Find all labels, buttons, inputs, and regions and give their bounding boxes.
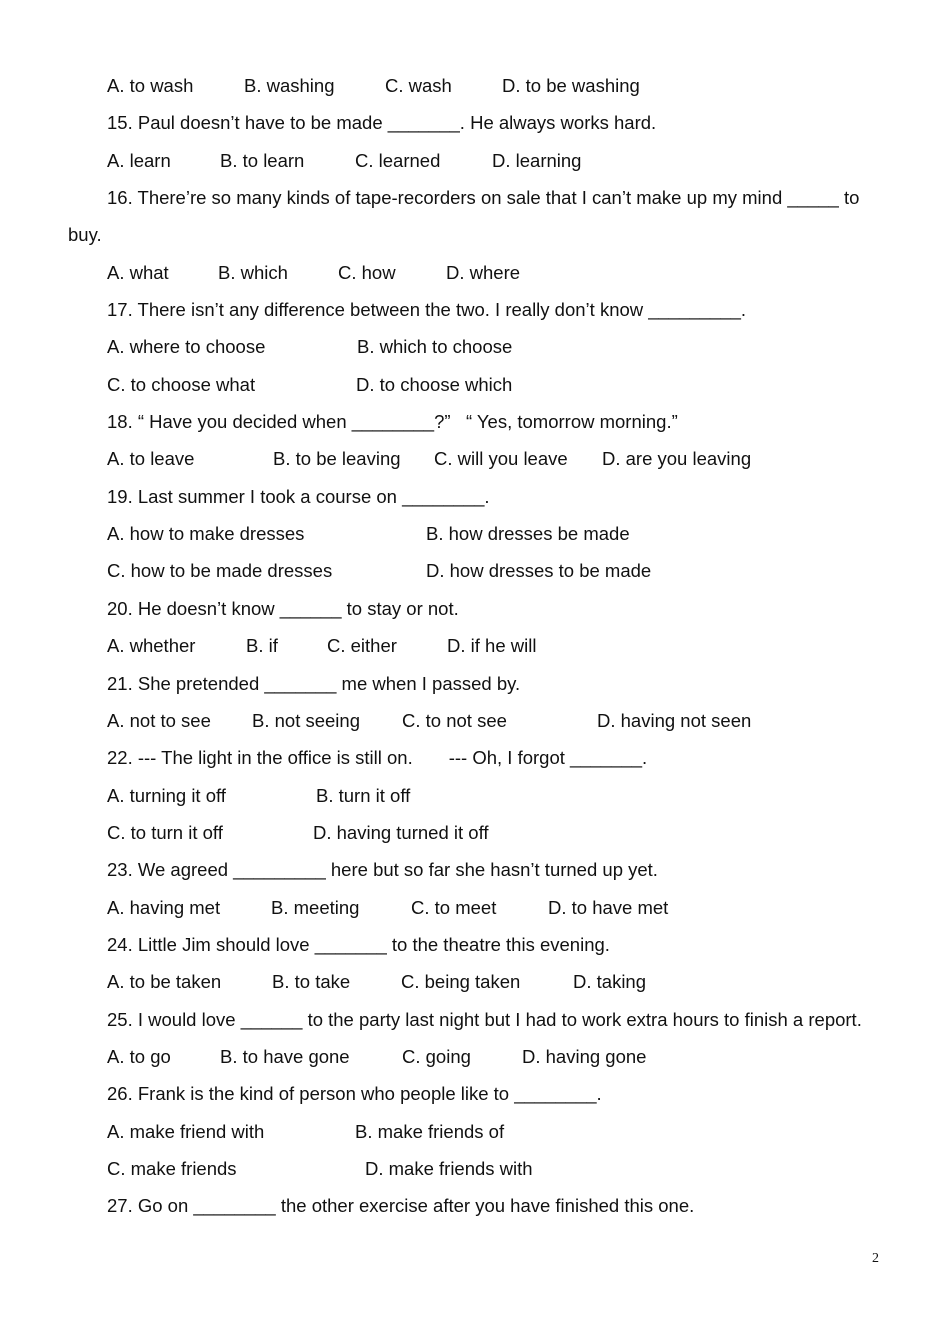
q20-option-a: A. whether <box>107 635 196 656</box>
q23-option-c: C. to meet <box>411 897 497 918</box>
q17-option-d: D. to choose which <box>356 374 513 395</box>
q24-option-c: C. being taken <box>401 971 521 992</box>
q16-option-b: B. which <box>218 262 288 283</box>
q19-option-a: A. how to make dresses <box>107 523 305 544</box>
q16-stem: 16. There’re so many kinds of tape-recorders on sale that I can’t make up my mind _____ to <box>107 187 860 208</box>
q25-stem: 25. I would love ______ to the party last night but I had to work extra hours to finish a report. <box>107 1009 862 1030</box>
q16-option-d: D. where <box>446 262 521 283</box>
q26-option-a: A. make friend with <box>107 1121 265 1142</box>
q18-option-d: D. are you leaving <box>602 448 752 469</box>
q15-option-b: B. to learn <box>220 150 305 171</box>
q21-option-a: A. not to see <box>107 710 211 731</box>
q22-option-c: C. to turn it off <box>107 822 223 843</box>
page-number: 2 <box>872 1251 879 1266</box>
q16-stem-continued: buy. <box>68 224 102 245</box>
q25-option-b: B. to have gone <box>220 1046 350 1067</box>
q19-option-b: B. how dresses be made <box>426 523 630 544</box>
q17-option-a: A. where to choose <box>107 336 266 357</box>
q16-option-c: C. how <box>338 262 396 283</box>
q24-option-a: A. to be taken <box>107 971 222 992</box>
q22-option-a: A. turning it off <box>107 785 226 806</box>
q20-option-b: B. if <box>246 635 278 656</box>
q14-option-a: A. to wash <box>107 75 194 96</box>
q21-option-c: C. to not see <box>402 710 507 731</box>
q18-stem: 18. “ Have you decided when ________?” “ Yes, tomorrow morning.” <box>107 411 678 432</box>
q24-stem: 24. Little Jim should love _______ to the theatre this evening. <box>107 934 610 955</box>
q17-stem: 17. There isn’t any difference between the two. I really don’t know _________. <box>107 299 747 320</box>
q21-option-d: D. having not seen <box>597 710 752 731</box>
q20-stem: 20. He doesn’t know ______ to stay or not. <box>107 598 459 619</box>
q19-stem: 19. Last summer I took a course on ________. <box>107 486 490 507</box>
q19-option-d: D. how dresses to be made <box>426 560 652 581</box>
q14-option-b: B. washing <box>244 75 335 96</box>
q26-option-d: D. make friends with <box>365 1158 533 1179</box>
q23-stem: 23. We agreed _________ here but so far she hasn’t turned up yet. <box>107 859 658 880</box>
q22-stem: 22. --- The light in the office is still on. --- Oh, I forgot _______. <box>107 747 648 768</box>
q22-option-d: D. having turned it off <box>313 822 489 843</box>
q15-stem: 15. Paul doesn’t have to be made _______. He always works hard. <box>107 112 657 133</box>
q18-option-b: B. to be leaving <box>273 448 401 469</box>
q25-option-d: D. having gone <box>522 1046 647 1067</box>
q15-option-c: C. learned <box>355 150 441 171</box>
q14-option-d: D. to be washing <box>502 75 640 96</box>
q14-option-c: C. wash <box>385 75 452 96</box>
q15-option-a: A. learn <box>107 150 171 171</box>
q23-option-a: A. having met <box>107 897 221 918</box>
q25-option-c: C. going <box>402 1046 471 1067</box>
q26-stem: 26. Frank is the kind of person who people like to ________. <box>107 1083 602 1104</box>
q19-option-c: C. how to be made dresses <box>107 560 333 581</box>
q22-option-b: B. turn it off <box>316 785 411 806</box>
q25-option-a: A. to go <box>107 1046 171 1067</box>
q20-option-c: C. either <box>327 635 397 656</box>
q24-option-d: D. taking <box>573 971 647 992</box>
q24-option-b: B. to take <box>272 971 351 992</box>
q26-option-c: C. make friends <box>107 1158 237 1179</box>
q26-option-b: B. make friends of <box>355 1121 505 1142</box>
q20-option-d: D. if he will <box>447 635 537 656</box>
q18-option-a: A. to leave <box>107 448 195 469</box>
q21-option-b: B. not seeing <box>252 710 360 731</box>
q23-option-d: D. to have met <box>548 897 669 918</box>
q16-option-a: A. what <box>107 262 169 283</box>
q21-stem: 21. She pretended _______ me when I passed by. <box>107 673 521 694</box>
q15-option-d: D. learning <box>492 150 582 171</box>
q17-option-b: B. which to choose <box>357 336 513 357</box>
q23-option-b: B. meeting <box>271 897 360 918</box>
q18-option-c: C. will you leave <box>434 448 568 469</box>
q17-option-c: C. to choose what <box>107 374 256 395</box>
q27-stem: 27. Go on ________ the other exercise after you have finished this one. <box>107 1195 695 1216</box>
